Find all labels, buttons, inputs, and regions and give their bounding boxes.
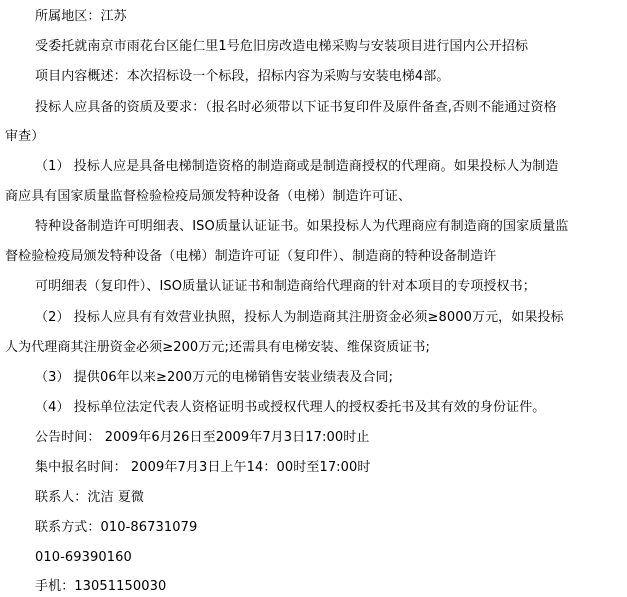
qualification-heading: 投标人应具备的资质及要求：（报名时必须带以下证书复印件及原件备查,否则不能通过资格 bbox=[35, 100, 557, 115]
contact-phone-2: 010-69390160 bbox=[35, 550, 132, 565]
region-line: 所属地区：江苏 bbox=[35, 9, 127, 24]
requirement-1-cont: 可明细表（复印件）、ISO质量认证证书和制造商给代理商的针对本项目的专项授权书； bbox=[35, 279, 536, 294]
project-summary: 受委托就南京市雨花台区能仁里1号危旧房改造电梯采购与安装项目进行国内公开招标 bbox=[35, 39, 529, 54]
contact-phone: 联系方式：010-86731079 bbox=[35, 520, 198, 535]
announcement-time: 公告时间： 2009年6月26日至2009年7月3日17:00时止 bbox=[35, 430, 370, 445]
project-overview: 项目内容概述：本次招标设一个标段，招标内容为采购与安装电梯4部。 bbox=[35, 69, 450, 84]
requirement-2-cont: 人为代理商其注册资金必须≥200万元;还需具有电梯安装、维保资质证书; bbox=[5, 340, 430, 355]
contact-mobile: 手机：13051150030 bbox=[35, 579, 167, 594]
requirement-1-cont: 督检验检疫局颁发特种设备（电梯）制造许可证（复印件）、制造商的特种设备制造许 bbox=[5, 249, 497, 264]
requirement-1-cont: 特种设备制造许可明细表、ISO质量认证证书。如果投标人为代理商应有制造商的国家质量监 bbox=[35, 219, 569, 234]
qualification-heading-cont: 审查） bbox=[5, 129, 45, 144]
requirement-1-cont: 商应具有国家质量监督检验检疫局颁发特种设备（电梯）制造许可证、 bbox=[5, 189, 412, 204]
requirement-1: （1） 投标人应是具备电梯制造资格的制造商或是制造商授权的代理商。如果投标人为制造 bbox=[35, 159, 559, 174]
requirement-2: （2） 投标人应具有有效营业执照，投标人为制造商其注册资金必须≥8000万元，如果投标 bbox=[35, 310, 564, 325]
requirement-3: （3） 提供06年以来≥200万元的电梯销售安装业绩表及合同; bbox=[35, 370, 394, 385]
contact-person: 联系人：沈洁 夏微 bbox=[35, 490, 145, 505]
requirement-4: （4） 投标单位法定代表人资格证明书或授权代理人的授权委托书及其有效的身份证件。 bbox=[35, 400, 546, 415]
registration-time: 集中报名时间： 2009年7月3日上午14：00时至17:00时 bbox=[35, 460, 371, 475]
